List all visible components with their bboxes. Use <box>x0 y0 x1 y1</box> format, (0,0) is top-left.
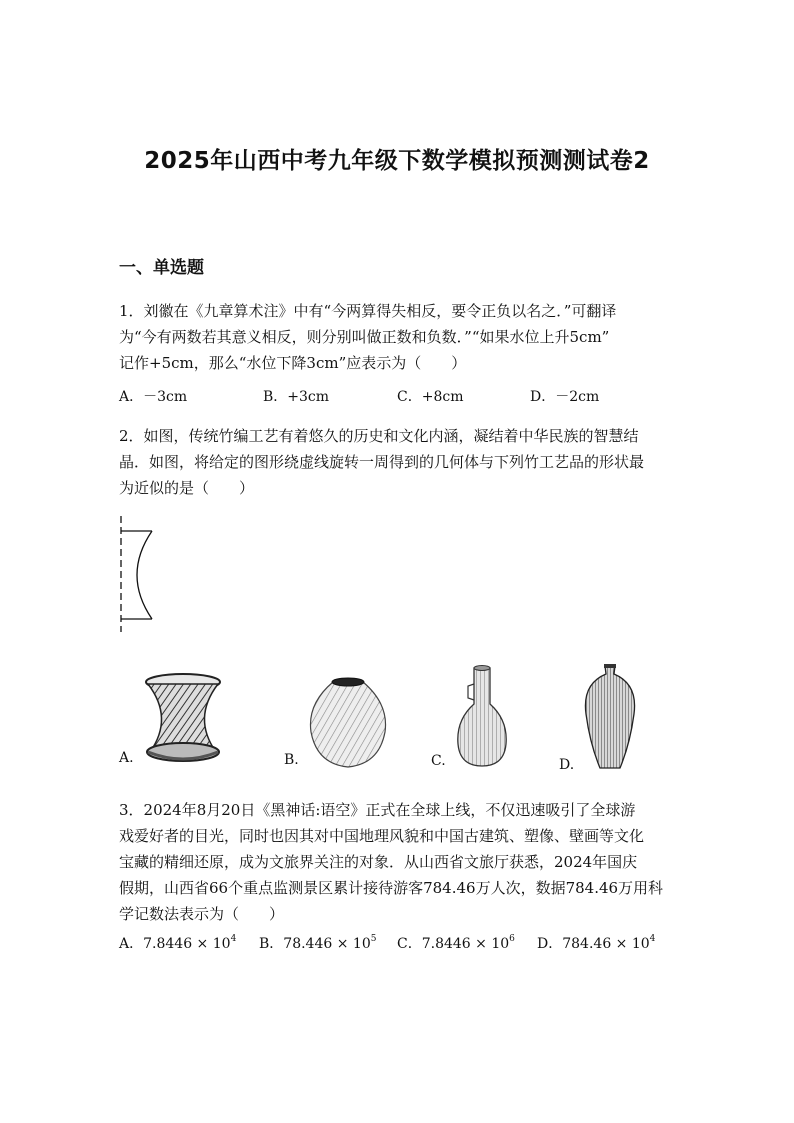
question-2-line: 为近似的是（ ） <box>119 479 255 497</box>
q3-option-d[interactable]: D．$784.46 \times 10^4$ <box>537 934 656 952</box>
woven-bamboo-pot-icon <box>305 674 391 770</box>
q2-image-label-d[interactable]: D. <box>559 757 575 773</box>
question-3-line: 假期，山西省66个重点监测景区累计接待游客784.46万人次，数据784.46万用科 <box>119 879 664 897</box>
q1-option-b[interactable]: B．+3cm <box>263 389 330 405</box>
rotation-figure <box>112 512 162 636</box>
question-3-text <box>119 797 689 927</box>
question-2-text <box>119 423 689 501</box>
question-3-line: 戏爱好者的目光，同时也因其对中国地理风貌和中国古建筑、塑像、壁画等文化 <box>119 827 645 845</box>
question-3-line: 宝藏的精细还原，成为文旅界关注的对象．从山西省文旅厅获悉，2024年国庆 <box>119 853 638 871</box>
q2-image-label-a[interactable]: A. <box>119 750 134 766</box>
question-2-line: 2．如图，传统竹编工艺有着悠久的历史和文化内涵，凝结着中华民族的智慧结 <box>119 427 639 445</box>
question-3-line: 3．2024年8月20日《黑神话:语空》正式在全球上线，不仅迅速吸引了全球游 <box>119 801 636 819</box>
question-1-line: 为“今有两数若其意义相反，则分别叫做正数和负数．”“如果水位上升5cm” <box>119 328 610 346</box>
question-1-line: 记作+5cm，那么“水位下降3cm”应表示为（ ） <box>119 354 467 372</box>
q1-option-d[interactable]: D．－2cm <box>530 389 600 405</box>
q3-option-a[interactable]: A．$7.8446 \times 10^4$ <box>119 934 237 952</box>
q2-image-label-b[interactable]: B. <box>284 752 299 768</box>
question-1-line: 1．刘徽在《九章算术注》中有“今两算得失相反，要令正负以名之．”可翻译 <box>119 302 617 320</box>
question-2-line: 晶．如图，将给定的图形绕虚线旋转一周得到的几何体与下列竹工艺品的形状最 <box>119 453 645 471</box>
q2-image-label-c[interactable]: C. <box>431 753 446 769</box>
page-title: 2025年山西中考九年级下数学模拟预测测试卷2 <box>144 148 650 174</box>
figure-curved-edge <box>137 531 152 619</box>
q3-option-c[interactable]: C．$7.8446 \times 10^6$ <box>397 934 515 952</box>
question-3-line: 学记数法表示为（ ） <box>119 905 285 923</box>
q1-option-a[interactable]: A．－3cm <box>119 389 188 405</box>
woven-bamboo-stool-icon <box>140 672 226 764</box>
question-1-text <box>119 298 689 376</box>
woven-bamboo-bottle-icon <box>452 664 512 770</box>
woven-bamboo-vase-icon <box>580 662 640 772</box>
q1-option-c[interactable]: C．+8cm <box>397 389 464 405</box>
section-heading: 一、单选题 <box>119 258 204 278</box>
q3-option-b[interactable]: B．$78.446 \times 10^5$ <box>259 934 377 952</box>
